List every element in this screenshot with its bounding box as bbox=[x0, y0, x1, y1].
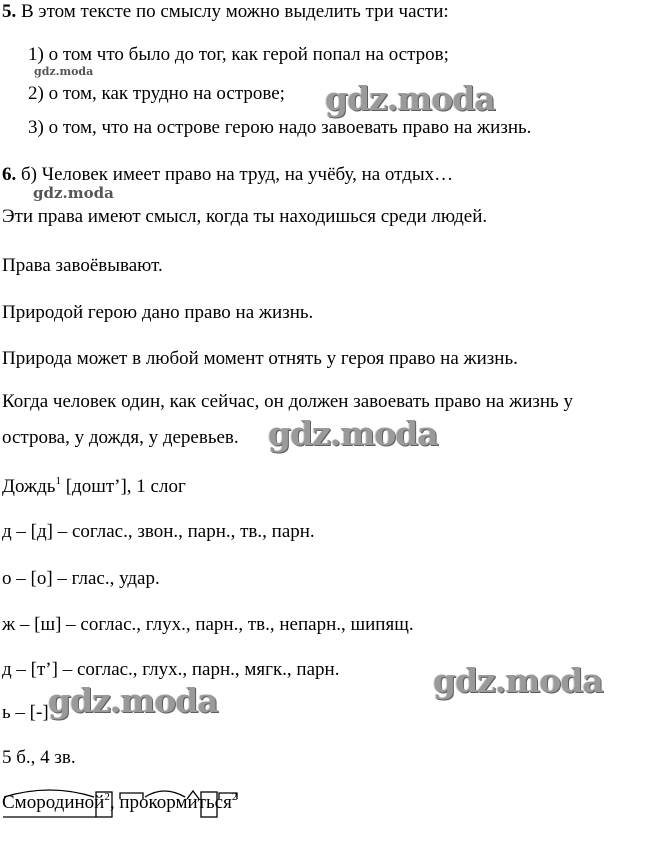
task6-paragraph: Эти права имеют смысл, когда ты находишься среди людей. bbox=[2, 206, 488, 227]
morphemic-word-2 bbox=[119, 793, 231, 812]
phonetic-heading bbox=[2, 477, 186, 496]
task5-item-3: 3) о том, что на острове герою надо завоевать право на жизнь. bbox=[28, 117, 532, 138]
phonetic-row: ж – [ш] – соглас., глух., парн., тв., непарн., шипящ. bbox=[2, 614, 414, 635]
phonetic-row: д – [д] – соглас., звон., парн., тв., парн. bbox=[2, 521, 315, 542]
task6-paragraph: Природой герою дано право на жизнь. bbox=[2, 302, 314, 323]
watermark-logo: gdz.moda bbox=[268, 414, 438, 453]
task6-number: 6. bbox=[2, 164, 17, 185]
task5-heading bbox=[2, 2, 449, 21]
phonetic-row: о – [о] – глас., удар. bbox=[2, 568, 160, 589]
phonetic-row: ь – [-] bbox=[2, 702, 49, 723]
task5-item-1: 1) о том что было до тог, как герой попал на остров; bbox=[28, 44, 449, 65]
task5-number: 5. bbox=[2, 1, 17, 22]
morphemic-word-1-sup: 2 bbox=[104, 791, 110, 803]
phonetic-row: д – [т’] – соглас., глух., парн., мягк., парн. bbox=[2, 659, 340, 680]
watermark-logo: gdz.moda bbox=[325, 79, 495, 118]
morphemic-separator: , bbox=[109, 792, 120, 813]
task5-item-2: 2) о том, как трудно на острове; bbox=[28, 83, 285, 104]
phonetic-word: Дождь bbox=[2, 476, 56, 497]
task6-intro: б) Человек имеет право на труд, на учёбу, на отдых… bbox=[21, 164, 454, 185]
morphemic-word-1 bbox=[2, 793, 104, 812]
watermark-logo: gdz.moda bbox=[48, 681, 218, 720]
watermark-medium: gdz.moda bbox=[33, 184, 114, 202]
morphemic-word-2-sup: 2 bbox=[231, 791, 238, 803]
task6-paragraph: Права завоёвывают. bbox=[2, 255, 163, 276]
morphemic-word-2-text: прокормиться bbox=[119, 792, 232, 813]
task6-paragraph: острова, у дождя, у деревьев. bbox=[2, 427, 239, 448]
task5-intro: В этом тексте по смыслу можно выделить три части: bbox=[21, 1, 449, 22]
watermark-logo: gdz.moda bbox=[433, 661, 603, 700]
task6-paragraph: Когда человек один, как сейчас, он должен завоевать право на жизнь у bbox=[2, 391, 573, 412]
task6-paragraph: Природа может в любой момент отнять у героя право на жизнь. bbox=[2, 348, 518, 369]
morpheme-marks-word-1 bbox=[2, 793, 112, 823]
morpheme-marks-word-2 bbox=[119, 793, 249, 823]
task6-heading bbox=[2, 165, 453, 184]
morphemic-line bbox=[2, 793, 237, 812]
watermark-small: gdz.moda bbox=[34, 65, 94, 78]
morphemic-word-1-text: Смородиной bbox=[2, 792, 105, 813]
phonetic-word-sup: 1 bbox=[55, 475, 61, 487]
phonetic-summary: 5 б., 4 зв. bbox=[2, 747, 76, 768]
phonetic-transcription: [дошт’], 1 слог bbox=[60, 476, 186, 497]
